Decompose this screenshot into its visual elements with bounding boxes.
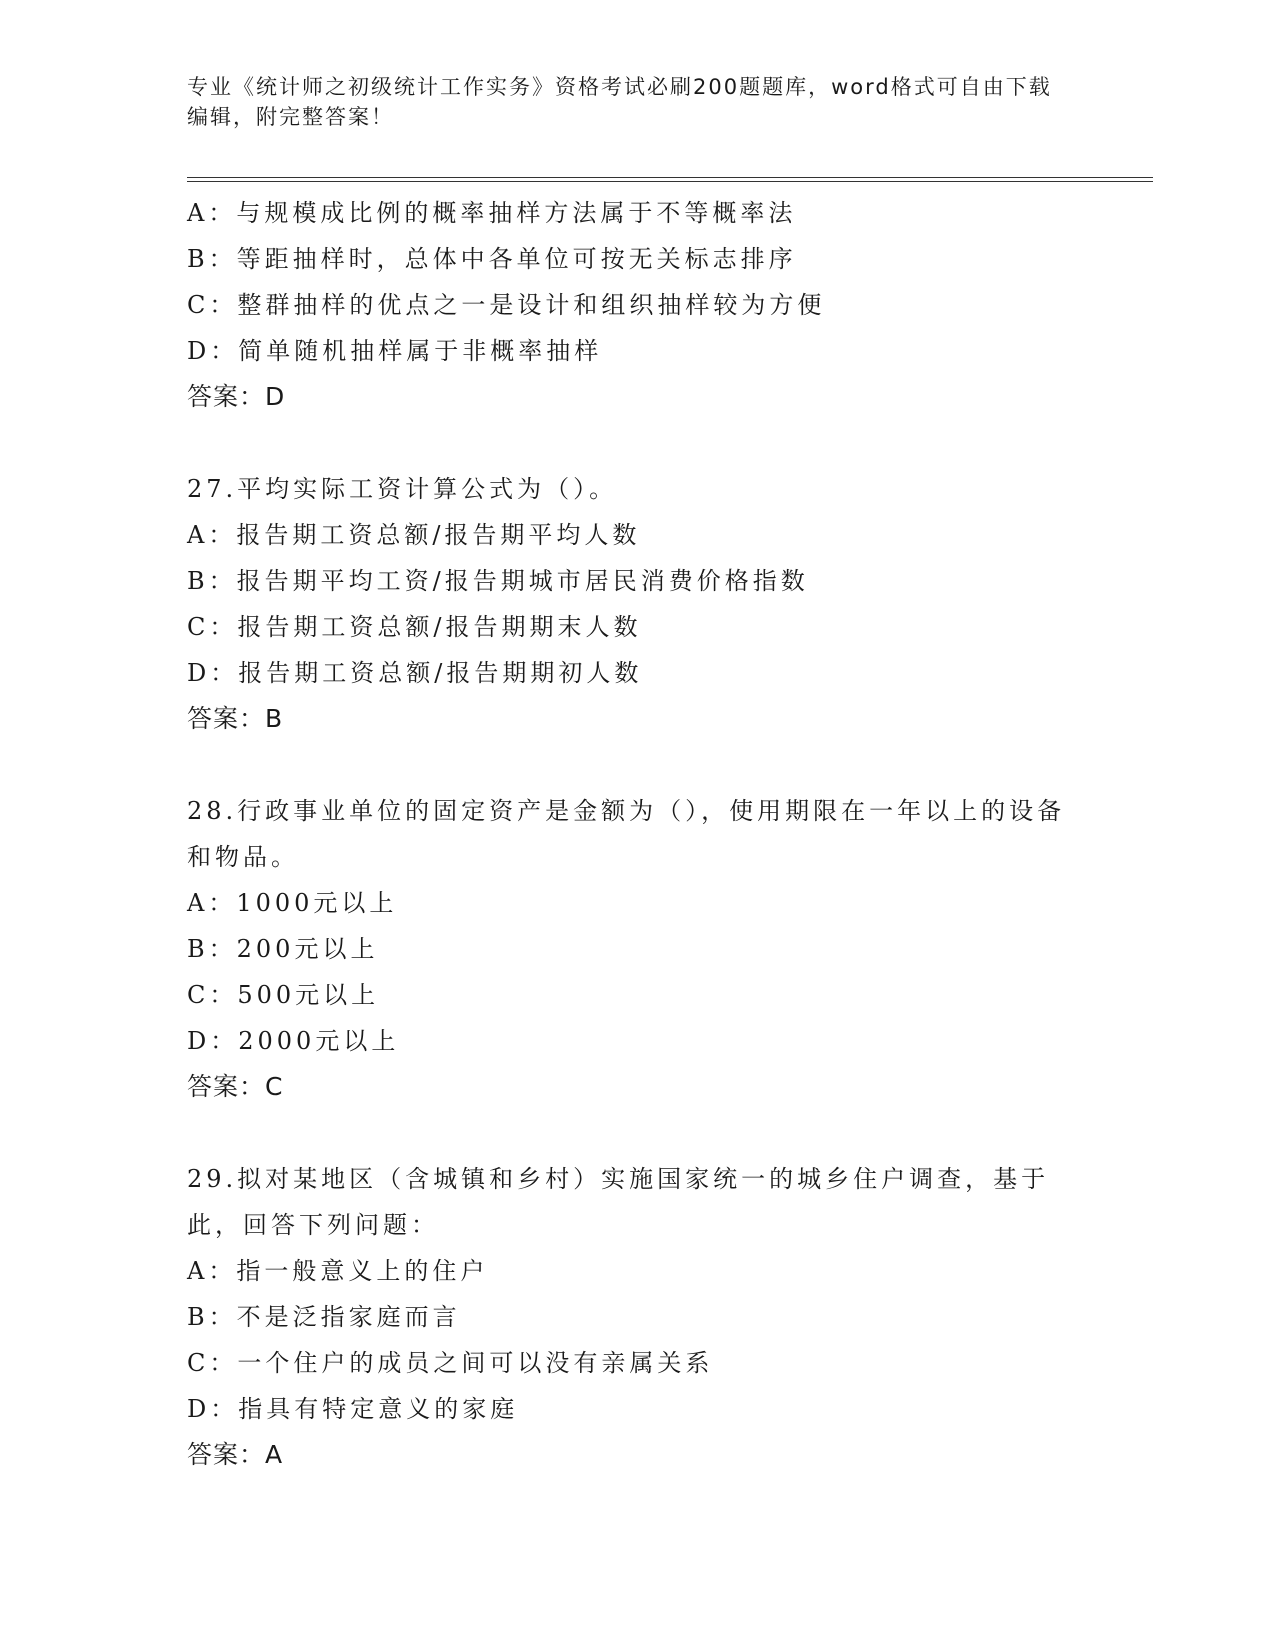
- option-b: B：200元以上: [187, 935, 379, 963]
- question-text: 27.平均实际工资计算公式为（）。: [187, 475, 618, 503]
- spacer: [187, 742, 1087, 788]
- question-28: [187, 788, 1087, 1110]
- option-c: C：500元以上: [187, 981, 380, 1009]
- answer-line: 答案：C: [187, 1072, 284, 1101]
- option-d: D：报告期工资总额/报告期期初人数: [187, 659, 643, 687]
- option-d: D：指具有特定意义的家庭: [187, 1395, 519, 1423]
- option-d: D：2000元以上: [187, 1027, 400, 1055]
- question-text: 28.行政事业单位的固定资产是金额为（），使用期限在一年以上的设备和物品。: [187, 797, 1066, 871]
- option-b: B：不是泛指家庭而言: [187, 1303, 461, 1331]
- question-list: [187, 190, 1087, 1478]
- spacer: [187, 1110, 1087, 1156]
- option-b: B：报告期平均工资/报告期城市居民消费价格指数: [187, 567, 809, 595]
- option-c: C：报告期工资总额/报告期期末人数: [187, 613, 642, 641]
- answer-line: 答案：D: [187, 382, 286, 411]
- option-c: C：整群抽样的优点之一是设计和组织抽样较为方便: [187, 291, 826, 319]
- option-a: A：报告期工资总额/报告期平均人数: [187, 521, 641, 549]
- option-a: A：1000元以上: [187, 889, 398, 917]
- question-27: [187, 466, 1087, 742]
- option-a: A：指一般意义上的住户: [187, 1257, 489, 1285]
- answer-line: 答案：A: [187, 1440, 284, 1469]
- header-divider: [187, 177, 1153, 182]
- option-a: A：与规模成比例的概率抽样方法属于不等概率法: [187, 199, 797, 227]
- answer-line: 答案：B: [187, 704, 284, 733]
- document-header: 专业《统计师之初级统计工作实务》资格考试必刷200题题库，word格式可自由下载编辑，附完整答案！: [187, 75, 1052, 129]
- question-29: [187, 1156, 1087, 1478]
- question-text: 29.拟对某地区（含城镇和乡村）实施国家统一的城乡住户调查，基于此，回答下列问题：: [187, 1165, 1050, 1239]
- option-c: C：一个住户的成员之间可以没有亲属关系: [187, 1349, 714, 1377]
- spacer: [187, 420, 1087, 466]
- option-b: B：等距抽样时，总体中各单位可按无关标志排序: [187, 245, 797, 273]
- question-partial: [187, 190, 1087, 420]
- option-d: D：简单随机抽样属于非概率抽样: [187, 337, 603, 365]
